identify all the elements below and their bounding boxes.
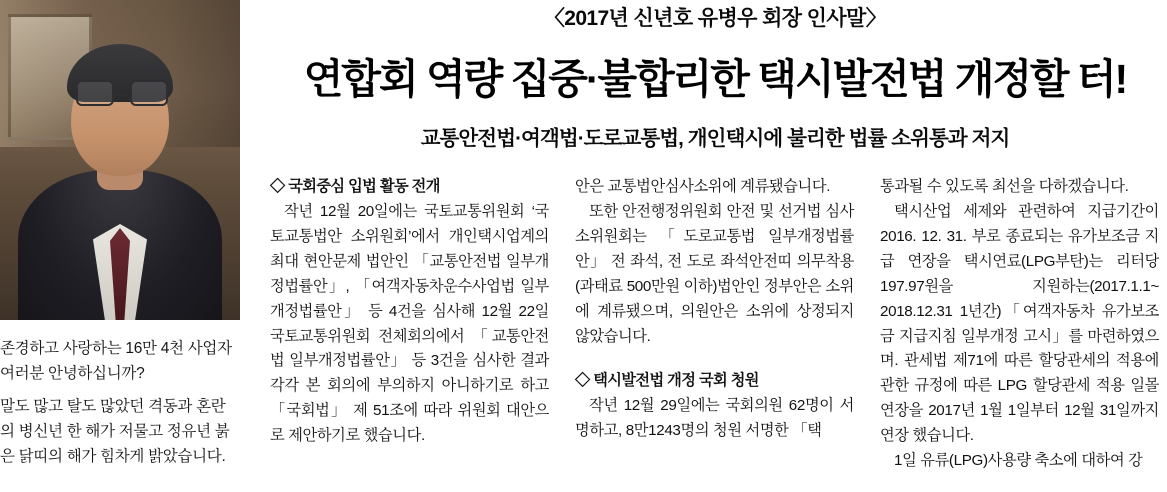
body-column-3: [880, 175, 1159, 492]
article-header: [270, 0, 1160, 151]
article-headline: 연합회 역량 집중·불합리한 택시발전법 개정할 터!: [303, 56, 1127, 102]
photo-glasses-left: [76, 80, 114, 106]
article-body: [270, 175, 1160, 492]
body-paragraph: 작년 12월 29일에는 국회의원 62명이 서명하고, 8만1243명의 청원 서명한 「택: [575, 397, 854, 440]
body-paragraph: 1일 유류(LPG)사용량 축소에 대하여 강: [894, 452, 1143, 470]
photo-column: [0, 0, 258, 492]
body-column-1: [270, 175, 549, 492]
article-subhead: 교통안전법·여객법·도로교통법, 개인택시에 불리한 법률 소위통과 저지: [420, 127, 1010, 150]
body-paragraph: 통과될 수 있도록 최선을 다하겠습니다.: [880, 178, 1129, 195]
body-column-2: [575, 175, 854, 492]
photo-glasses-bridge: [114, 94, 126, 96]
section-heading-legislation: ◇ 국회중심 입법 활동 전개: [270, 178, 440, 195]
photo-caption: [0, 336, 232, 478]
body-paragraph: 또한 안전행정위원회 안전 및 선거법 심사소위원회는 「도로교통법 일부개정법률안」 전 좌석, 전 도로 좌석안전띠 의무착용(과태료 500만원 이하)법안인 정부안은 소위에 계류됐으며, 의원안은 소위에 상정되지 않았습니다.: [575, 202, 854, 345]
section-heading-petition: ◇ 택시발전법 개정 국회 청원: [575, 372, 759, 390]
body-paragraph: 안은 교통법안심사소위에 계류됐습니다.: [575, 178, 831, 195]
photo-glasses-right: [130, 80, 168, 106]
caption-line-2: 말도 많고 탈도 많았던 격동과 혼란의 병신년 한 해가 저물고 정유년 붉은 닭띠의 해가 힘차게 밝았습니다.: [0, 398, 230, 466]
chairman-portrait-photo: [0, 0, 240, 320]
body-paragraph: 택시산업 세제와 관련하여 지급기간이 2016. 12. 31. 부로 종료되는 유가보조금 지급 연장을 택시연료(LPG부탄)는 리터당 197.97원을 지원하는(2017.1.1~ 2018.12.31 1년간)「여객자동차 유가보조금 지급지침 일부개정 고시」를 마련하였으며. 관세법 제71에 따른 할당관세의 적용에 관한 규정에 따른 LPG 할당관세 적용 일몰연장을 2017년 1월 1일부터 12월 31일까지 연장 했습니다.: [880, 202, 1159, 445]
article-kicker: 〈2017년 신년호 유병우 회장 인사말〉: [543, 7, 887, 30]
caption-line-1: 존경하고 사랑하는 16만 4천 사업자 여러분 안녕하십니까?: [0, 340, 232, 383]
body-paragraph: 작년 12월 20일에는 국토교통위원회 ‘국토교통법안 소위원회’에서 개인택시업계의 최대 현안문제 법안인 「교통안전법 일부개정법률안」, 「여객자동차운수사업법 일부개정법률안」 등 4건을 심사해 12월 22일 국토교통위원회 전체회의에서 「교통안전법 일부개정법률안」 등 3건을 심사한 결과 각각 본 회의에 부의하지 아니하기로 하고 「국회법」 제 51조에 따라 위원회 대안으로 제안하기로 했습니다.: [270, 202, 549, 445]
